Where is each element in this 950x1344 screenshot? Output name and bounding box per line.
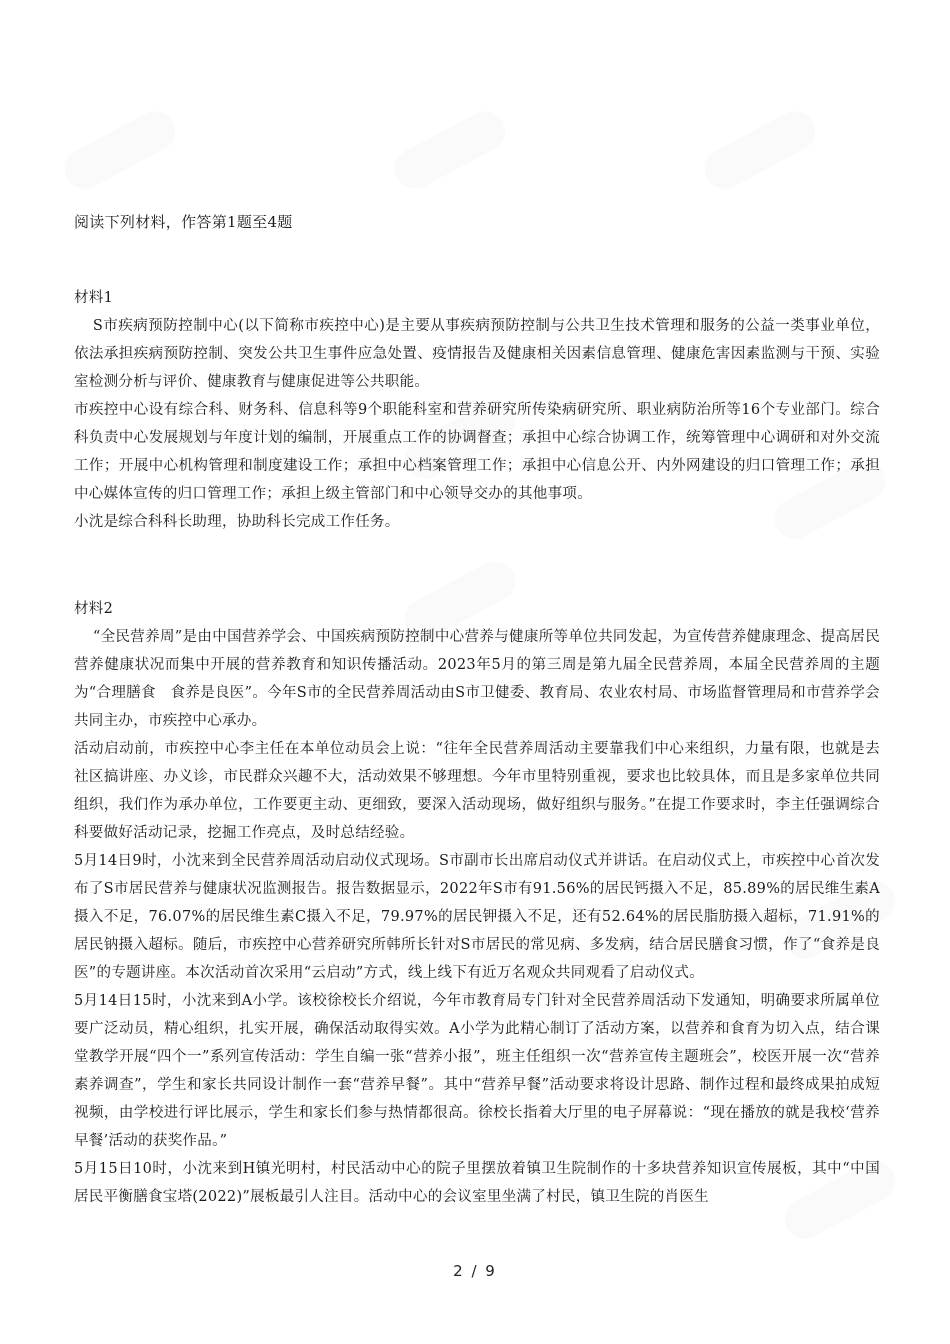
watermark — [388, 104, 513, 196]
watermark — [698, 104, 823, 196]
material-1-paragraph: S市疾病预防控制中心(以下简称市疾控中心)是主要从事疾病预防控制与公共卫生技术管理和服务的公益一类事业单位，依法承担疾病预防控制、突发公共卫生事件应急处置、疫情报告及健康相关因素信息管理、健康危害因素监测与干预、实验室检测分析与评价、健康教育与健康促进等公共职能。 — [74, 318, 880, 390]
material-2-paragraph: 5月15日10时，小沈来到H镇光明村，村民活动中心的院子里摆放着镇卫生院制作的十多块营养知识宣传展板，其中“中国居民平衡膳食宝塔(2022)”展板最引人注目。活动中心的会议室里坐满了村民，镇卫生院的肖医生 — [74, 1161, 880, 1205]
material-2-paragraph: 5月14日9时，小沈来到全民营养周活动启动仪式现场。S市副市长出席启动仪式并讲话。在启动仪式上，市疾控中心首次发布了S市居民营养与健康状况监测报告。报告数据显示，2022年S市有91.56%的居民钙摄入不足，85.89%的居民维生素A摄入不足，76.07%的居民维生素C摄入不足，79.97%的居民钾摄入不足，还有52.64%的居民脂肪摄入超标，71.91%的居民钠摄入超标。随后，市疾控中心营养研究所韩所长针对S市居民的常见病、多发病，结合居民膳食习惯，作了“食养是良医”的专题讲座。本次活动首次采用“云启动”方式，线上线下有近万名观众共同观看了启动仪式。 — [74, 853, 880, 981]
watermark — [58, 104, 183, 196]
material-2-paragraph: “全民营养周”是由中国营养学会、中国疾病预防控制中心营养与健康所等单位共同发起，为宣传营养健康理念、提高居民营养健康状况而集中开展的营养教育和知识传播活动。2023年5月的第三周是第九届全民营养周，本届全民营养周的主题为“合理膳食 食养是良医”。今年S市的全民营养周活动由S市卫健委、教育局、农业农村局、市场监督管理局和市营养学会共同主办，市疾控中心承办。 — [74, 629, 880, 729]
page-number: 2 / 9 — [453, 1262, 497, 1280]
material-1-body — [74, 312, 880, 536]
material-2-body — [74, 623, 880, 1211]
material-2-paragraph: 活动启动前，市疾控中心李主任在本单位动员会上说：“往年全民营养周活动主要靠我们中心来组织，力量有限，也就是去社区搞讲座、办义诊，市民群众兴趣不大，活动效果不够理想。今年市里特别重视，要求也比较具体，而且是多家单位共同组织，我们作为承办单位，工作要更主动、更细致，要深入活动现场，做好组织与服务。”在提工作要求时，李主任强调综合科要做好活动记录，挖掘工作亮点，及时总结经验。 — [74, 741, 880, 841]
material-2-label: 材料2 — [74, 601, 114, 617]
material-1-label: 材料1 — [74, 290, 114, 306]
material-1-paragraph: 小沈是综合科科长助理，协助科长完成工作任务。 — [74, 514, 400, 530]
material-1-paragraph: 市疾控中心设有综合科、财务科、信息科等9个职能科室和营养研究所传染病研究所、职业病防治所等16个专业部门。综合科负责中心发展规划与年度计划的编制，开展重点工作的协调督查；承担中心综合协调工作，统筹管理中心调研和对外交流工作；开展中心机构管理和制度建设工作；承担中心档案管理工作；承担中心信息公开、内外网建设的归口管理工作；承担中心媒体宣传的归口管理工作；承担上级主管部门和中心领导交办的其他事项。 — [74, 402, 880, 502]
reading-instruction: 阅读下列材料，作答第1题至4题 — [74, 213, 293, 231]
material-2-paragraph: 5月14日15时，小沈来到A小学。该校徐校长介绍说，今年市教育局专门针对全民营养周活动下发通知，明确要求所属单位要广泛动员，精心组织，扎实开展，确保活动取得实效。A小学为此精心制订了活动方案，以营养和食育为切入点，结合课堂教学开展“四个一”系列宣传活动：学生自编一张“营养小报”，班主任组织一次“营养宣传主题班会”，校医开展一次“营养素养调查”，学生和家长共同设计制作一套“营养早餐”。其中“营养早餐”活动要求将设计思路、制作过程和最终成果拍成短视频，由学校进行评比展示，学生和家长们参与热情都很高。徐校长指着大厅里的电子屏幕说：“现在播放的就是我校‘营养早餐’活动的获奖作品。” — [74, 993, 880, 1149]
